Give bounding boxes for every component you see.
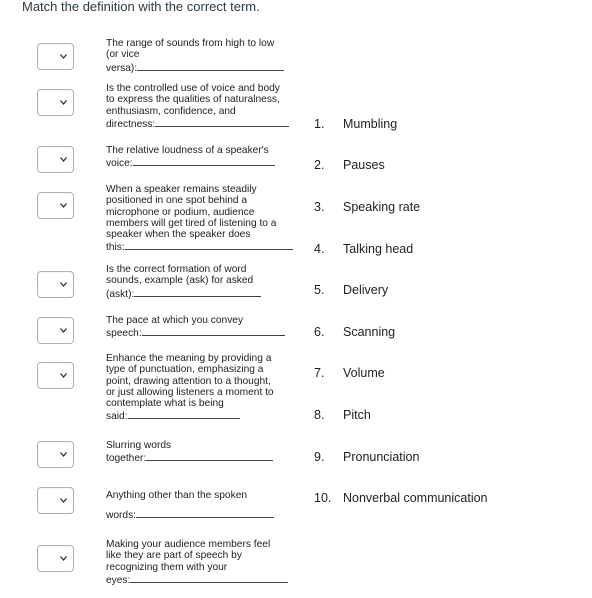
answer-blank — [142, 326, 285, 336]
answer-blank — [155, 117, 289, 127]
prompt-line: to express the qualities of naturalness, — [106, 94, 280, 106]
prompt-line: Making your audience members feel — [106, 539, 271, 550]
answer-blank — [137, 61, 284, 71]
term-5 — [314, 283, 388, 297]
answer-select-5[interactable] — [37, 271, 74, 298]
term-8 — [314, 408, 371, 422]
answer-blank — [125, 240, 293, 250]
prompt-line: Slurring words — [106, 440, 172, 451]
term-label: Mumbling — [343, 117, 398, 131]
term-number: 10. — [314, 491, 332, 505]
prompt-line: like they are part of speech by — [106, 550, 242, 562]
term-label: Pronunciation — [343, 450, 420, 464]
chevron-down-icon — [60, 556, 67, 561]
prompt-line: or just allowing listeners a moment to — [106, 386, 274, 398]
answer-select-7[interactable] — [37, 362, 74, 389]
prompt-line: enthusiasm, confidence, and — [106, 105, 236, 117]
prompt-2 — [106, 83, 296, 130]
term-3 — [314, 200, 420, 214]
prompt-line: sounds, example (ask) for asked — [106, 275, 254, 287]
prompt-line: speech: — [106, 328, 142, 340]
term-label: Speaking rate — [343, 200, 421, 214]
prompt-line: speaker when the speaker does — [106, 229, 251, 241]
prompt-line: voice: — [106, 158, 133, 170]
term-7 — [314, 366, 385, 380]
term-label: Volume — [343, 366, 385, 380]
prompt-line: The pace at which you convey — [106, 315, 244, 326]
answer-select-10[interactable] — [37, 545, 74, 572]
prompt-line: this: — [106, 242, 125, 254]
prompt-line: Anything other than the spoken — [106, 490, 248, 501]
prompt-line: contemplate what is being — [106, 398, 224, 410]
chevron-down-icon — [60, 203, 67, 208]
answer-blank — [136, 508, 274, 518]
instruction-text: Match the definition with the correct term. — [22, 0, 260, 14]
term-4 — [314, 242, 413, 256]
term-number: 1. — [314, 117, 325, 131]
prompt-line: The range of sounds from high to low — [106, 38, 275, 49]
term-6 — [314, 325, 395, 339]
prompt-8 — [106, 440, 296, 465]
prompt-4 — [106, 184, 296, 254]
term-number: 6. — [314, 325, 325, 339]
answer-blank — [146, 451, 273, 461]
prompt-1 — [106, 38, 296, 74]
answer-select-6[interactable] — [37, 317, 74, 344]
prompt-5 — [106, 264, 296, 300]
answer-blank — [134, 287, 261, 297]
prompt-line: directness: — [106, 118, 156, 130]
prompt-line: type of punctuation, emphasizing a — [106, 364, 264, 376]
chevron-down-icon — [60, 373, 67, 378]
prompt-line: Enhance the meaning by providing a — [106, 353, 272, 364]
prompt-6 — [106, 315, 296, 340]
term-9 — [314, 450, 419, 464]
answer-blank — [130, 573, 288, 583]
chevron-down-icon — [60, 157, 67, 162]
term-number: 2. — [314, 158, 325, 172]
prompt-line: microphone or podium, audience — [106, 206, 255, 218]
prompt-line: Is the controlled use of voice and body — [106, 83, 280, 94]
answer-blank — [133, 156, 275, 166]
prompt-line: words: — [106, 510, 137, 522]
term-number: 3. — [314, 200, 325, 214]
prompt-10 — [106, 539, 296, 586]
prompt-9 — [106, 490, 296, 522]
prompt-line: members will get tired of listening to a — [106, 217, 277, 229]
prompt-line: versa): — [106, 62, 138, 74]
prompt-line: point, drawing attention to a thought, — [106, 375, 271, 387]
term-2 — [314, 158, 385, 172]
term-number: 4. — [314, 242, 325, 256]
answer-select-2[interactable] — [37, 89, 74, 116]
chevron-down-icon — [60, 100, 67, 105]
term-number: 5. — [314, 283, 325, 297]
prompt-line: When a speaker remains steadily — [106, 184, 257, 195]
prompt-7 — [106, 353, 296, 423]
term-1 — [314, 117, 397, 131]
prompt-line: Is the correct formation of word — [106, 264, 247, 275]
term-label: Delivery — [343, 283, 389, 297]
term-number: 7. — [314, 366, 325, 380]
term-label: Pitch — [343, 408, 371, 422]
prompt-line: (or vice — [106, 49, 140, 61]
prompt-line: eyes: — [106, 574, 131, 586]
chevron-down-icon — [60, 282, 67, 287]
term-number: 8. — [314, 408, 325, 422]
term-label: Nonverbal communication — [343, 491, 488, 505]
term-label: Scanning — [343, 325, 396, 339]
prompt-line: together: — [106, 453, 147, 465]
prompt-line: (askt): — [106, 288, 135, 300]
term-label: Talking head — [343, 242, 414, 256]
chevron-down-icon — [60, 498, 67, 503]
answer-select-9[interactable] — [37, 487, 74, 514]
answer-select-8[interactable] — [37, 441, 74, 468]
term-number: 9. — [314, 450, 325, 464]
answer-select-4[interactable] — [37, 192, 74, 219]
prompt-line: recognizing them with your — [106, 561, 228, 573]
chevron-down-icon — [60, 452, 67, 457]
prompt-line: positioned in one spot behind a — [106, 195, 248, 207]
answer-blank — [128, 409, 240, 419]
prompt-3 — [106, 145, 296, 170]
answer-select-3[interactable] — [37, 146, 74, 173]
term-label: Pauses — [343, 158, 385, 172]
term-10 — [314, 491, 488, 505]
answer-select-1[interactable] — [37, 43, 74, 70]
chevron-down-icon — [60, 328, 67, 333]
chevron-down-icon — [60, 54, 67, 59]
prompt-line: The relative loudness of a speaker's — [106, 145, 269, 156]
prompt-line: said: — [106, 411, 128, 423]
